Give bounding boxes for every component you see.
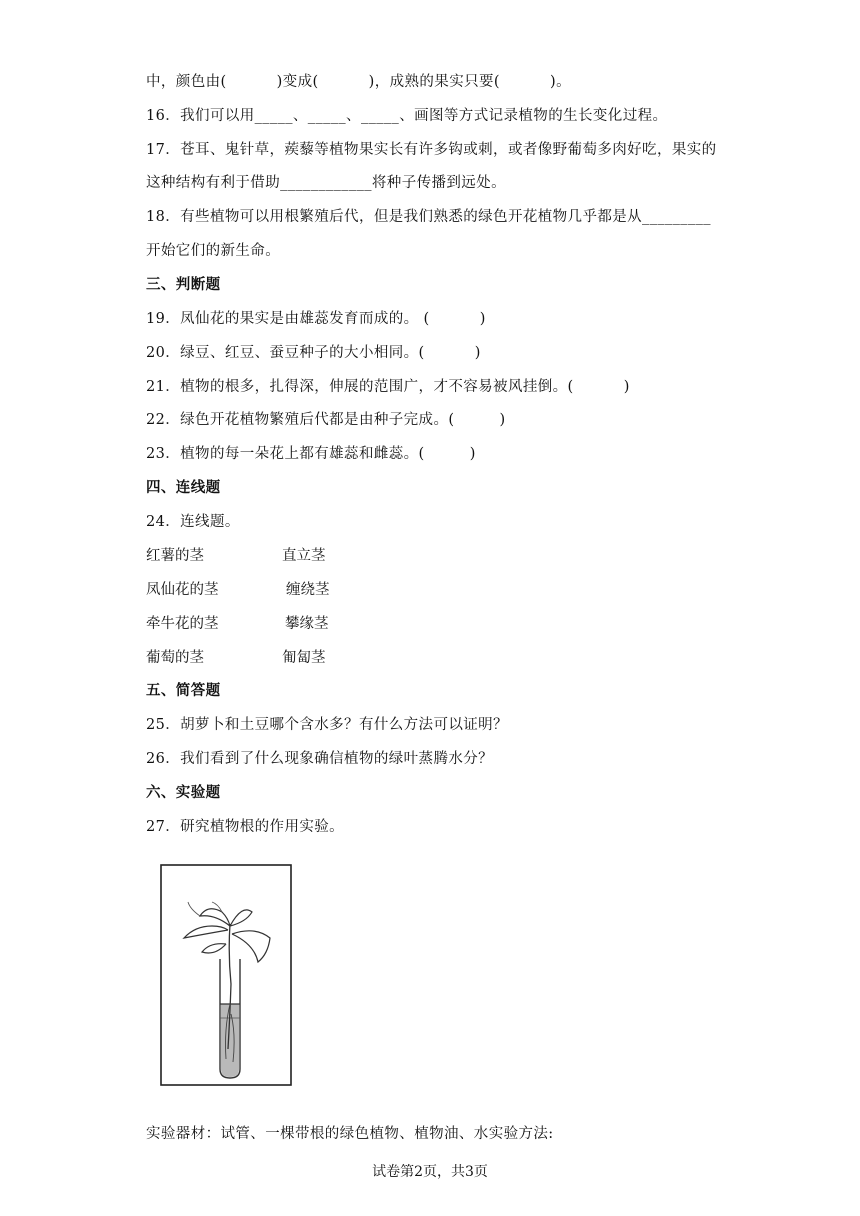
match-right-item: 攀缘茎: [285, 616, 329, 632]
question-18-line-2: 开始它们的新生命。: [146, 243, 281, 259]
match-left-item: 葡萄的茎: [146, 650, 204, 666]
page-footer: 试卷第2页，共3页: [372, 1164, 488, 1180]
section-4-title: 四、连线题: [146, 479, 221, 496]
match-left-item: 红薯的茎: [146, 548, 204, 564]
question-18-line-1: 18．有些植物可以用根繁殖后代，但是我们熟悉的绿色开花植物几乎都是从_________: [146, 209, 711, 225]
question-15-continued: 中，颜色由( )变成( )，成熟的果实只要( )。: [146, 74, 572, 90]
question-16: 16．我们可以用_____、_____、_____、画图等方式记录植物的生长变化过程。: [146, 108, 668, 124]
section-5-title: 五、简答题: [146, 682, 221, 699]
question-21: 21．植物的根多，扎得深，伸展的范围广，才不容易被风挂倒。( ): [146, 379, 630, 395]
match-right-item: 匍匐茎: [282, 650, 326, 666]
question-26: 26．我们看到了什么现象确信植物的绿叶蒸腾水分？: [146, 751, 494, 767]
plant-test-tube-figure: [160, 864, 292, 1086]
question-27: 27．研究植物根的作用实验。: [146, 819, 345, 835]
match-left-item: 凤仙花的茎: [146, 582, 219, 598]
question-17-line-2: 这种结构有利于借助____________将种子传播到远处。: [146, 175, 506, 191]
experiment-materials: 实验器材：试管、一棵带根的绿色植物、植物油、水实验方法:: [146, 1126, 554, 1142]
question-23: 23．植物的每一朵花上都有雄蕊和雌蕊。( ): [146, 446, 476, 462]
question-17-line-1: 17．苍耳、鬼针草，蒺藜等植物果实长有许多钩或刺，或者像野葡萄多肉好吃，果实的: [146, 142, 717, 158]
question-19: 19．凤仙花的果实是由雄蕊发育而成的。 ( ): [146, 311, 486, 327]
match-right-item: 直立茎: [282, 548, 326, 564]
question-20: 20．绿豆、红豆、蚕豆种子的大小相同。( ): [146, 345, 481, 361]
section-6-title: 六、实验题: [146, 784, 221, 801]
question-24: 24．连线题。: [146, 514, 240, 530]
match-right-item: 缠绕茎: [286, 582, 330, 598]
match-left-item: 牵牛花的茎: [146, 616, 219, 632]
question-25: 25．胡萝卜和土豆哪个含水多？有什么方法可以证明？: [146, 717, 508, 733]
question-22: 22．绿色开花植物繁殖后代都是由种子完成。( ): [146, 412, 506, 428]
section-3-title: 三、判断题: [146, 276, 221, 293]
